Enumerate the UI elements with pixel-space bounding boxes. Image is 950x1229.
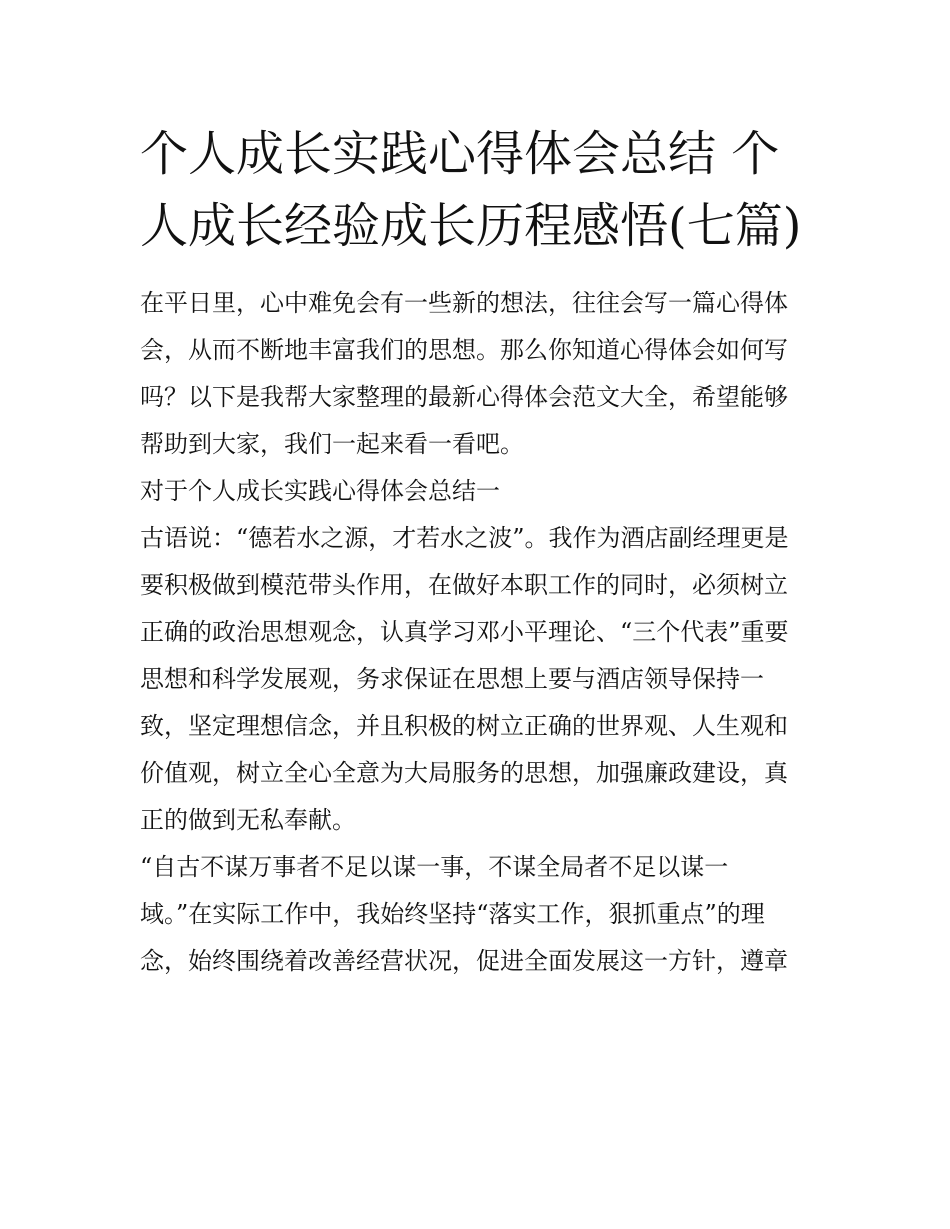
- body-line: 正确的政治思想观念，认真学习邓小平理论、“三个代表”重要: [140, 618, 789, 646]
- body-line: 帮助到大家，我们一起来看一看吧。: [140, 430, 524, 458]
- body-line: 思想和科学发展观，务求保证在思想上要与酒店领导保持一: [140, 665, 764, 693]
- body-line: 域。”在实际工作中，我始终坚持“落实工作，狠抓重点”的理: [140, 900, 765, 928]
- body-line: 会，从而不断地丰富我们的思想。那么你知道心得体会如何写: [140, 336, 788, 364]
- section-heading: 对于个人成长实践心得体会总结一: [140, 477, 500, 505]
- body-line: 念，始终围绕着改善经营状况，促进全面发展这一方针，遵章: [140, 947, 788, 975]
- body-line: 古语说：“德若水之源，才若水之波”。我作为酒店副经理更是: [140, 524, 789, 552]
- body-line: 致，坚定理想信念，并且积极的树立正确的世界观、人生观和: [140, 712, 788, 740]
- body-line: 在平日里，心中难免会有一些新的想法，往往会写一篇心得体: [140, 289, 788, 317]
- document-body: [140, 280, 820, 985]
- body-line: 价值观，树立全心全意为大局服务的思想，加强廉政建设，真: [140, 759, 788, 787]
- body-line: 要积极做到模范带头作用，在做好本职工作的同时，必须树立: [140, 571, 788, 599]
- document-page: [140, 118, 820, 985]
- body-line: 正的做到无私奉献。: [140, 806, 356, 834]
- body-line: “自古不谋万事者不足以谋一事，不谋全局者不足以谋一: [140, 853, 729, 881]
- body-line: 吗？以下是我帮大家整理的最新心得体会范文大全，希望能够: [140, 383, 788, 411]
- document-title: 个人成长实践心得体会总结 个人成长经验成长历程感悟(七篇): [140, 126, 802, 254]
